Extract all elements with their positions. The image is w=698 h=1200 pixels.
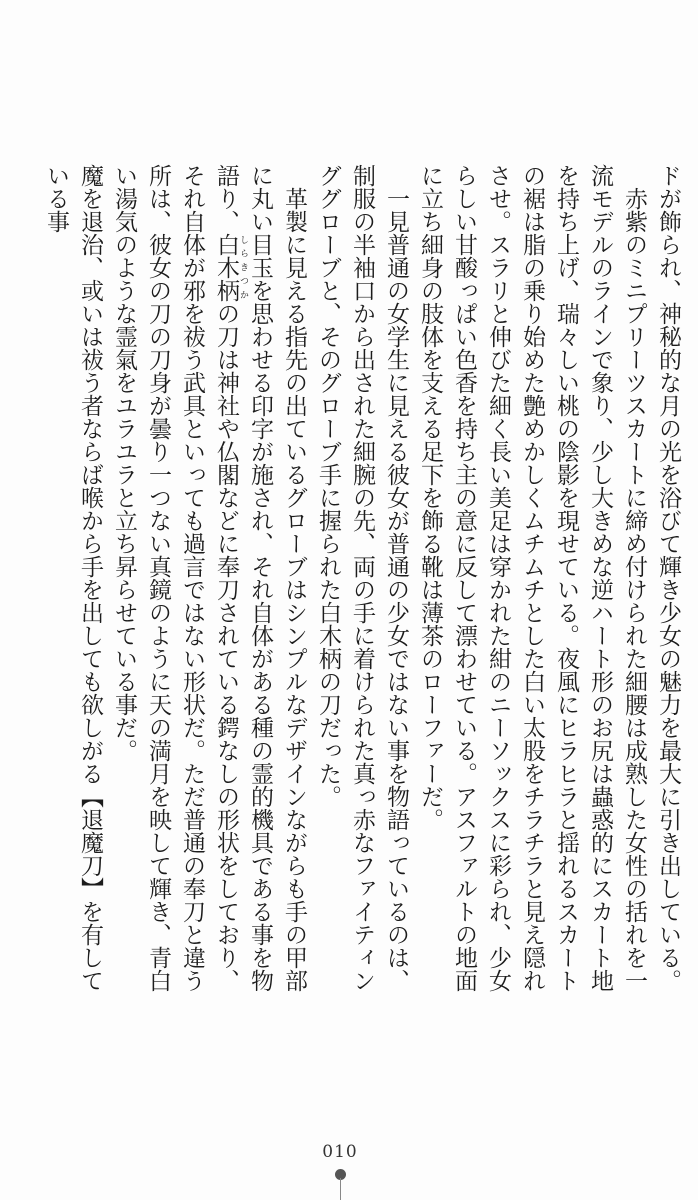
ruby-base: 白木柄 — [213, 233, 239, 302]
paragraph-glove-detail — [107, 164, 311, 994]
paragraph-glove-sword: 一見普通の女学生に見える彼女が普通の少女ではない事を物語っているのは、制服の半袖口から出された細腕の先、両の手に着けられた真っ赤なファイティンググローブと、そのグローブ手に握られた白木柄の刀だった。 — [315, 164, 409, 992]
paragraph-part: の刀は神社や仏閣などに奉刀されている鍔なしの形状をしており、それ自体が邪を祓う武具といっても過言ではない形状だ。ただ普通の奉刀と違う所は、彼女の刀の刀身が曇り一つない真鏡のように天の満月を映して輝き、青白い湯気のような霊氣をユラユラと立ち昇らせている事だ。 — [111, 164, 239, 992]
page-number: 010 — [322, 1142, 358, 1162]
body-text — [20, 164, 685, 994]
ruby-reading: しらきつか — [238, 233, 248, 302]
paragraph-continuation: ドが飾られ、神秘的な月の光を浴びて輝き少女の魅力を最大に引き出している。 — [655, 164, 681, 992]
ruby-shirakitsuka — [213, 233, 248, 302]
page-marker-line — [340, 1178, 341, 1200]
paragraph-taimatou: 魔を退治、或いは祓う者ならば喉から手を出しても欲しがる【退魔刀】を有している事 — [43, 164, 103, 992]
paragraph-skirt: 赤紫のミニプリーツスカートに締め付けられた細腰は成熟した女性の括れを一流モデルのラインで象り、少し大きめな逆ハート形のお尻は蟲惑的にスカート地を持ち上げ、瑞々しい桃の陰影を現せている。夜風にヒラヒラと揺れるスカートの裾は脂の乗り始めた艶めかしくムチムチとした白い太股をチラチラと見え隠れさせ。スラリと伸びた細く長い美足は穿かれた紺のニーソックスに彩られ、少女らしい甘酸っぱい色香を持ち主の意に反して漂わせている。アスファルトの地面に立ち細身の肢体を支える足下を飾る靴は薄茶のローファーだ。 — [417, 164, 647, 992]
paragraph-part: 革製に見える指先の出ているグローブはシンプルなデザインながらも手の甲部に丸い目玉を思わせる印字が施され、それ自体がある種の霊的機具である事を物語り、 — [213, 164, 307, 992]
